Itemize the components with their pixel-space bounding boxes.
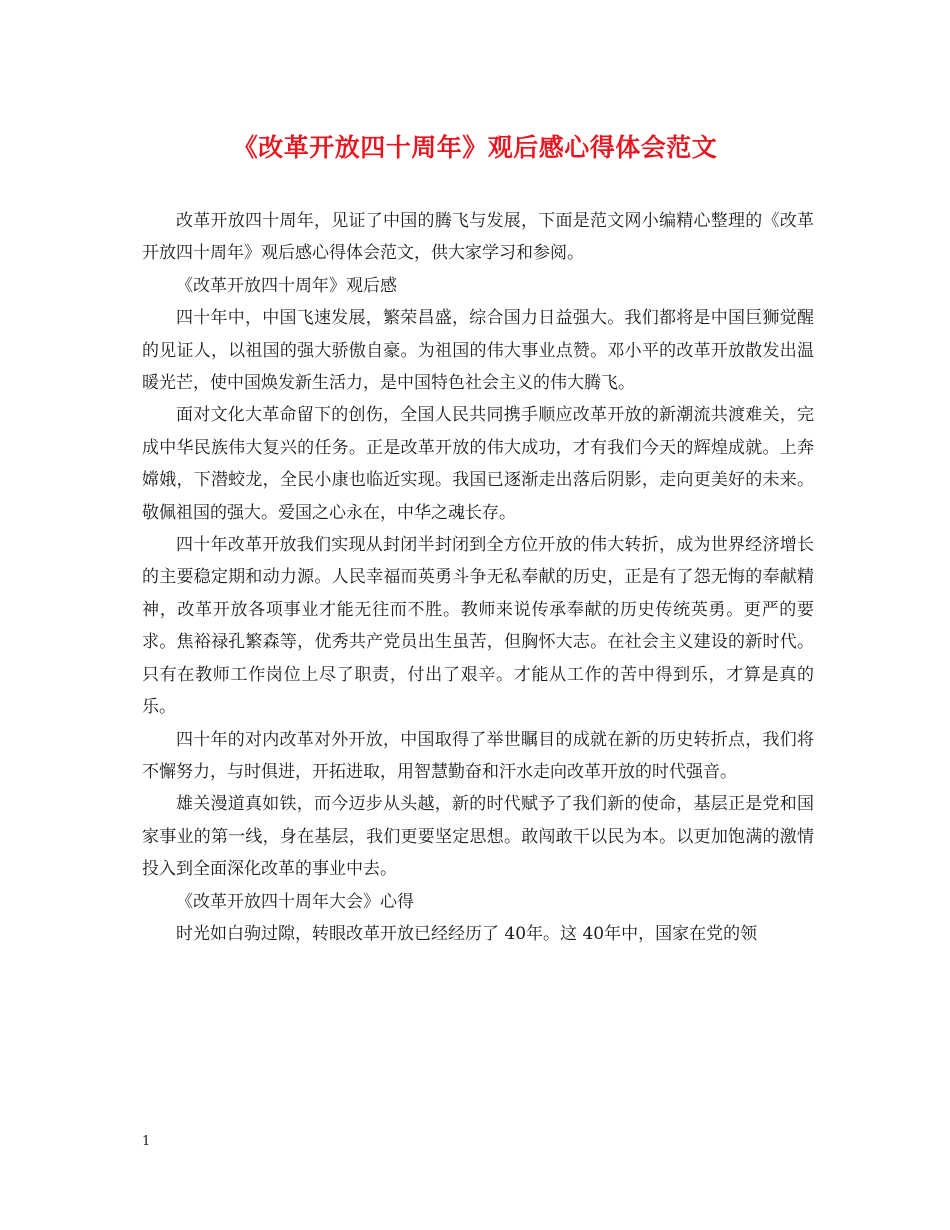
body-paragraph: 四十年中，中国飞速发展，繁荣昌盛，综合国力日益强大。我们都将是中国巨狮觉醒的见证人，以祖国的强大骄傲自豪。为祖国的伟大事业点赞。邓小平的改革开放散发出温暖光芒，使中国焕发新生活力，是中国特色社会主义的伟大腾飞。: [142, 308, 814, 394]
body-paragraph: 面对文化大革命留下的创伤，全国人民共同携手顺应改革开放的新潮流共渡难关，完成中华民族伟大复兴的任务。正是改革开放的伟大成功，才有我们今天的辉煌成就。上奔嫦娥，下潜蛟龙，全民小康也临近实现。我国已逐渐走出落后阴影，走向更美好的未来。敬佩祖国的强大。爱国之心永在，中华之魂长存。: [142, 405, 814, 523]
intro-paragraph: 改革开放四十周年，见证了中国的腾飞与发展，下面是范文网小编精心整理的《改革开放四十周年》观后感心得体会范文，供大家学习和参阅。: [142, 211, 814, 264]
body-paragraph: 四十年的对内改革对外开放，中国取得了举世瞩目的成就在新的历史转折点，我们将不懈努力，与时俱进，开拓进取，用智慧勤奋和汗水走向改革开放的时代强音。: [142, 729, 814, 782]
section-heading-review: 《改革开放四十周年》观后感: [176, 275, 397, 296]
body-paragraph: 时光如白驹过隙，转眼改革开放已经经历了 40年。这 40年中，国家在党的领: [176, 923, 758, 944]
body-paragraph: 雄关漫道真如铁，而今迈步从头越，新的时代赋予了我们新的使命，基层正是党和国家事业的第一线，身在基层，我们更要坚定思想。敢闯敢干以民为本。以更加饱满的激情投入到全面深化改革的事业中去。: [142, 794, 814, 880]
document-body: [142, 205, 814, 950]
section-heading-conference: 《改革开放四十周年大会》心得: [176, 891, 414, 912]
body-paragraph: 四十年改革开放我们实现从封闭半封闭到全方位开放的伟大转折，成为世界经济增长的主要稳定期和动力源。人民幸福而英勇斗争无私奉献的历史，正是有了怨无悔的奉献精神，改革开放各项事业才能无往而不胜。教师来说传承奉献的历史传统英勇。更严的要求。焦裕禄孔繁森等，优秀共产党员出生虽苦，但胸怀大志。在社会主义建设的新时代。只有在教师工作岗位上尽了职责，付出了艰辛。才能从工作的苦中得到乐，才算是真的乐。: [142, 535, 814, 718]
page-number: 1: [142, 1134, 151, 1149]
document-title: 《改革开放四十周年》观后感心得体会范文: [232, 133, 718, 162]
